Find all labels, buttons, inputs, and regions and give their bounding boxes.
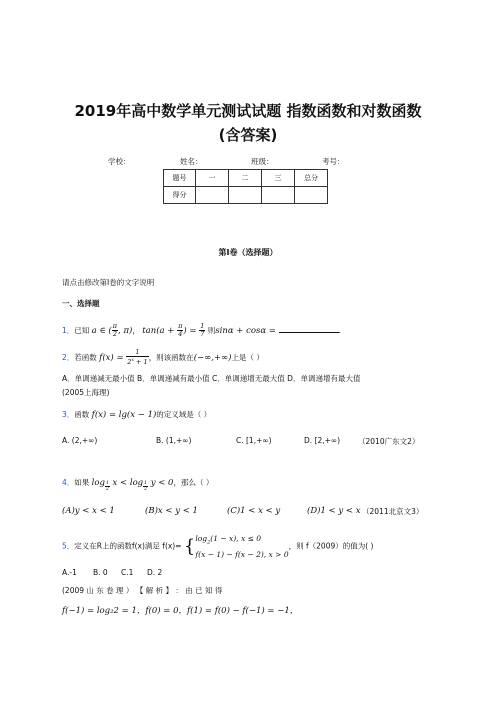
math-expression: f(x) = $\frac{1}{2^x + 1}$	[99, 348, 148, 367]
question-3-option-c: C. [1,+∞)	[236, 436, 272, 445]
question-5-option-b: B. 0	[93, 568, 108, 577]
score-cell[interactable]	[262, 187, 295, 204]
question-number: 3．	[62, 410, 75, 419]
score-cell[interactable]	[196, 187, 229, 204]
class-label: 班级：	[251, 157, 274, 166]
score-header-cell: 三	[262, 170, 295, 187]
brace-symbol: {	[183, 535, 196, 557]
name-label: 姓名：	[180, 157, 203, 166]
number-label: 考号：	[322, 157, 345, 166]
question-3	[62, 409, 211, 420]
question-4-option-c: (C)1 < x < y	[227, 506, 281, 516]
question-4	[62, 477, 213, 492]
document-subtitle: (含答案)	[218, 126, 278, 144]
math-expression: log $_{\frac{1}{2}}$ x < log $_{\frac{1}{2}}$ y < 0	[91, 478, 174, 492]
math-expression: f(x) = lg(x − 1)	[91, 410, 157, 420]
score-table-score-row	[164, 187, 328, 204]
question-text: ，那么（ ）	[173, 478, 214, 487]
math-expression: sinα + cosα =	[215, 326, 279, 336]
question-number: 1．	[62, 326, 75, 335]
question-text: ，	[132, 326, 140, 335]
section-instruction: 请点击修改第I卷的文字说明	[62, 278, 155, 287]
part-one-heading: 一、选择题	[62, 299, 100, 308]
question-3-source: （2010广东文2）	[358, 437, 420, 446]
question-5-solution: f(−1) = log₂2 = 1，f(0) = 0，f(1) = f(0) − f(−1) = −1，	[62, 606, 299, 616]
question-2-options: A．单调递减无最小值 B．单调递减有最小值 C．单调递增无最大值 D．单调递增有最大值	[62, 374, 361, 383]
question-text: ，则 f（2009）的值为( )	[288, 541, 374, 551]
question-5	[62, 533, 373, 560]
math-expression: (−∞,+∞)	[193, 353, 232, 364]
score-header-cell: 二	[229, 170, 262, 187]
score-cell[interactable]	[229, 187, 262, 204]
math-expression: a ∈ ( $\frac{\pi}{2}$ , π)	[91, 322, 133, 338]
answer-blank[interactable]	[279, 324, 339, 333]
question-number: 5．	[62, 541, 75, 551]
score-header-cell: 一	[196, 170, 229, 187]
question-3-option-a: A. (2,+∞)	[62, 436, 98, 445]
question-5-option-d: D. 2	[147, 568, 163, 577]
question-3-option-b: B. (1,+∞)	[156, 436, 192, 445]
question-4-option-a: (A)y < x < 1	[62, 506, 115, 516]
question-4-option-d: (D)1 < y < x	[307, 506, 361, 516]
math-expression: tan(a + $\frac{\pi}{4}$ ) = $\frac{1}{7}$	[142, 322, 205, 338]
question-text: 函数	[74, 410, 90, 419]
score-header-cell: 总分	[295, 170, 328, 187]
question-text: 已知	[74, 326, 90, 335]
score-header-cell: 题号	[164, 170, 196, 187]
question-5-option-a: A.-1	[62, 568, 77, 577]
question-text: 如果	[74, 478, 90, 487]
question-5-option-c: C.1	[121, 568, 134, 577]
document-title: 2019年高中数学单元测试试题 指数函数和对数函数	[74, 102, 422, 120]
question-text: 则	[207, 326, 216, 335]
section-title: 第I卷（选择题）	[218, 248, 278, 257]
question-4-option-b: (B)x < y < 1	[145, 506, 198, 516]
question-number: 4．	[62, 478, 75, 487]
score-table	[163, 169, 328, 204]
question-3-option-d: D. [2,+∞)	[304, 436, 341, 445]
question-1	[62, 323, 341, 338]
school-label: 学校：	[108, 157, 131, 166]
score-cell[interactable]	[295, 187, 328, 204]
score-row-label: 得分	[164, 187, 196, 204]
question-text: .	[338, 326, 341, 335]
question-text: 若函数	[74, 353, 97, 363]
question-text: 上是（ ）	[231, 353, 264, 363]
question-text: ，则该函数在	[148, 353, 194, 363]
question-text: 的定义域是（ ）	[156, 410, 212, 419]
question-number: 2．	[62, 353, 75, 363]
question-2	[62, 349, 264, 366]
score-table-header-row	[164, 170, 328, 187]
question-4-source: （2011北京文3）	[362, 507, 424, 516]
question-text: 定义在R上的函数f(x)满足 f(x)=	[74, 541, 182, 551]
piecewise-function: $\log_2(1 - x)$, x ≤ 0 f(x − 1) − f(x − 2), x > 0	[195, 534, 289, 559]
question-2-source: (2005上海理)	[62, 388, 110, 397]
question-5-solution-label: (2009 山 东 卷 理 ） 【 解 析 】 ： 由 已 知 得	[62, 586, 223, 595]
